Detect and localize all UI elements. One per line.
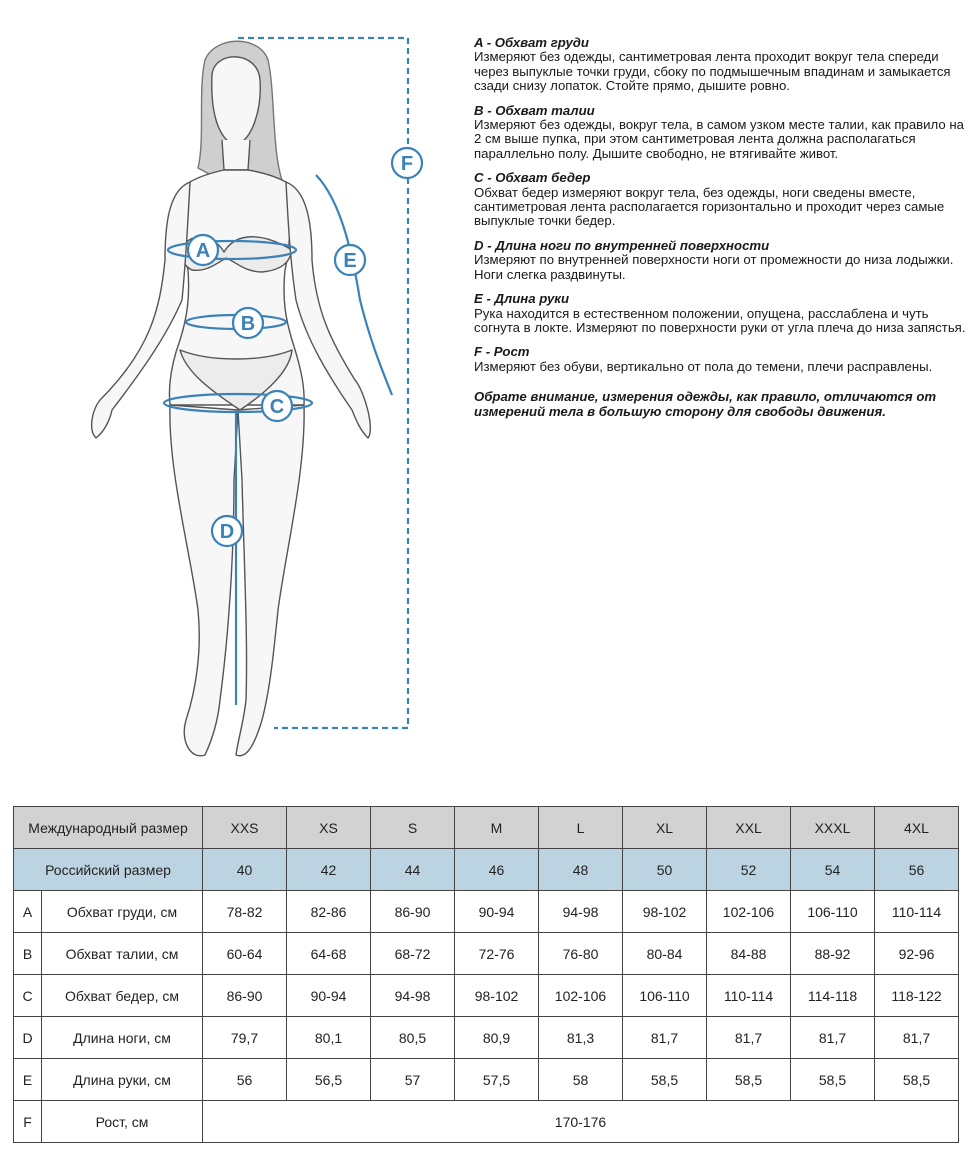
measurement-cell: 110-114 (707, 975, 791, 1017)
marker-c (262, 391, 292, 421)
measurement-cell: 58,5 (707, 1059, 791, 1101)
description-height (474, 345, 966, 374)
measurement-cell: 80,5 (371, 1017, 455, 1059)
description-arm (474, 292, 966, 335)
measurement-cell: 92-96 (875, 933, 959, 975)
row-label: Обхват груди, см (42, 891, 203, 933)
row-letter: B (14, 933, 42, 975)
description-text: Измеряют без одежды, вокруг тела, в самом узком месте талии, как правило на 2 см выше пупка, при этом сантиметровая лента должна располагаться параллельно полу. Дышите свободно, не втягивайте живот. (474, 117, 965, 161)
ru-size-cell: 50 (623, 849, 707, 891)
measurement-cell: 57,5 (455, 1059, 539, 1101)
intl-size-cell: XXS (203, 807, 287, 849)
measurement-cell: 80,9 (455, 1017, 539, 1059)
intl-size-cell: 4XL (875, 807, 959, 849)
measurement-cell: 81,7 (623, 1017, 707, 1059)
measurement-cell: 58 (539, 1059, 623, 1101)
measurement-cell: 58,5 (623, 1059, 707, 1101)
svg-text:A: A (195, 240, 211, 262)
measurement-cell: 81,3 (539, 1017, 623, 1059)
measurement-row (14, 1059, 959, 1101)
measurement-cell: 79,7 (203, 1017, 287, 1059)
intl-size-cell: M (455, 807, 539, 849)
description-text: Измеряют по внутренней поверхности ноги от промежности до низа лодыжки. Ноги слегка раздвинуты. (474, 252, 954, 282)
measurement-cell: 56,5 (287, 1059, 371, 1101)
measurement-cell: 82-86 (287, 891, 371, 933)
intl-size-cell: XXXL (791, 807, 875, 849)
row-letter: D (14, 1017, 42, 1059)
measurement-cell: 98-102 (623, 891, 707, 933)
measurement-cell: 58,5 (791, 1059, 875, 1101)
description-title: B - Обхват талии (474, 102, 595, 118)
marker-e (335, 245, 365, 275)
description-text: Обхват бедер измеряют вокруг тела, без одежды, ноги сведены вместе, сантиметровая лента располагается горизонтально и проходит через самые выпуклые точки бедер. (474, 184, 945, 229)
intl-size-cell: S (371, 807, 455, 849)
svg-text:D: D (219, 521, 235, 543)
measurement-cell: 72-76 (455, 933, 539, 975)
size-table (13, 806, 959, 1143)
row-letter: F (14, 1101, 42, 1143)
measurement-descriptions (474, 36, 966, 419)
height-value-cell: 170-176 (203, 1101, 959, 1143)
measurement-cell: 114-118 (791, 975, 875, 1017)
intl-size-label: Международный размер (14, 807, 203, 849)
row-letter: E (14, 1059, 42, 1101)
row-label: Длина ноги, см (42, 1017, 203, 1059)
measurement-cell: 98-102 (455, 975, 539, 1017)
ru-size-cell: 44 (371, 849, 455, 891)
measurement-cell: 81,7 (707, 1017, 791, 1059)
measurement-cell: 81,7 (791, 1017, 875, 1059)
intl-size-cell: L (539, 807, 623, 849)
measurement-cell: 84-88 (707, 933, 791, 975)
description-title: E - Длина руки (474, 291, 570, 307)
ru-size-cell: 48 (539, 849, 623, 891)
measurement-cell: 94-98 (539, 891, 623, 933)
measurement-cell: 78-82 (203, 891, 287, 933)
description-title: F - Рост (474, 344, 530, 360)
row-letter: C (14, 975, 42, 1017)
intl-size-cell: XL (623, 807, 707, 849)
marker-f (392, 148, 422, 178)
description-waist (474, 104, 966, 162)
measurement-cell: 60-64 (203, 933, 287, 975)
ru-size-cell: 46 (455, 849, 539, 891)
measurement-cell: 80,1 (287, 1017, 371, 1059)
description-title: D - Длина ноги по внутренней поверхности (474, 237, 770, 253)
measurement-cell: 118-122 (875, 975, 959, 1017)
ru-size-cell: 52 (707, 849, 791, 891)
row-label: Обхват бедер, см (42, 975, 203, 1017)
measurement-row (14, 1017, 959, 1059)
measurement-row (14, 933, 959, 975)
ru-size-cell: 40 (203, 849, 287, 891)
measurement-row (14, 975, 959, 1017)
measurement-cell: 56 (203, 1059, 287, 1101)
description-hips (474, 171, 966, 229)
description-title: A - Обхват груди (474, 35, 589, 50)
measurement-cell: 68-72 (371, 933, 455, 975)
measurement-cell: 106-110 (623, 975, 707, 1017)
measurement-cell: 90-94 (287, 975, 371, 1017)
ru-size-cell: 56 (875, 849, 959, 891)
measurement-cell: 76-80 (539, 933, 623, 975)
measurement-cell: 64-68 (287, 933, 371, 975)
svg-text:F: F (400, 153, 414, 175)
female-silhouette (92, 41, 371, 756)
measurement-cell: 90-94 (455, 891, 539, 933)
svg-text:C: C (269, 396, 285, 418)
measurement-cell: 86-90 (371, 891, 455, 933)
measurement-note: Обрате внимание, измерения одежды, как правило, отличаются от измерений тела в большую сторону для свободы движения. (474, 389, 937, 419)
ru-size-row (14, 849, 959, 891)
ru-size-cell: 42 (287, 849, 371, 891)
row-label: Обхват талии, см (42, 933, 203, 975)
svg-text:B: B (240, 313, 256, 335)
description-inseam (474, 239, 966, 282)
intl-size-cell: XXL (707, 807, 791, 849)
measurement-cell: 86-90 (203, 975, 287, 1017)
height-row (14, 1101, 959, 1143)
intl-size-cell: XS (287, 807, 371, 849)
measurement-cell: 58,5 (875, 1059, 959, 1101)
description-chest (474, 36, 966, 94)
row-letter: A (14, 891, 42, 933)
measurement-cell: 106-110 (791, 891, 875, 933)
row-label: Рост, см (42, 1101, 203, 1143)
ru-size-cell: 54 (791, 849, 875, 891)
measurement-cell: 80-84 (623, 933, 707, 975)
measurement-cell: 102-106 (707, 891, 791, 933)
row-label: Длина руки, см (42, 1059, 203, 1101)
description-text: Рука находится в естественном положении, опущена, расслаблена и чуть согнута в локте. Измеряют по поверхности руки от угла плеча до низа запястья. (474, 305, 966, 335)
measurement-cell: 110-114 (875, 891, 959, 933)
measurement-cell: 81,7 (875, 1017, 959, 1059)
ru-size-label: Российский размер (14, 849, 203, 891)
measurement-cell: 102-106 (539, 975, 623, 1017)
marker-a (188, 235, 218, 265)
intl-size-row (14, 807, 959, 849)
description-text: Измеряют без одежды, сантиметровая лента проходит вокруг тела спереди через выпуклые точки груди, сбоку по подмышечным впадинам и замыкается сзади снизу лопаток. Стойте прямо, дышите ровно. (474, 49, 951, 94)
measurement-row (14, 891, 959, 933)
measurement-cell: 88-92 (791, 933, 875, 975)
marker-b (233, 308, 263, 338)
measurement-cell: 94-98 (371, 975, 455, 1017)
description-title: C - Обхват бедер (474, 170, 591, 186)
description-text: Измеряют без обуви, вертикально от пола до темени, плечи расправлены. (474, 358, 933, 374)
svg-text:E: E (343, 250, 357, 272)
marker-d (212, 516, 242, 546)
body-measurement-figure (0, 0, 470, 780)
measurement-cell: 57 (371, 1059, 455, 1101)
